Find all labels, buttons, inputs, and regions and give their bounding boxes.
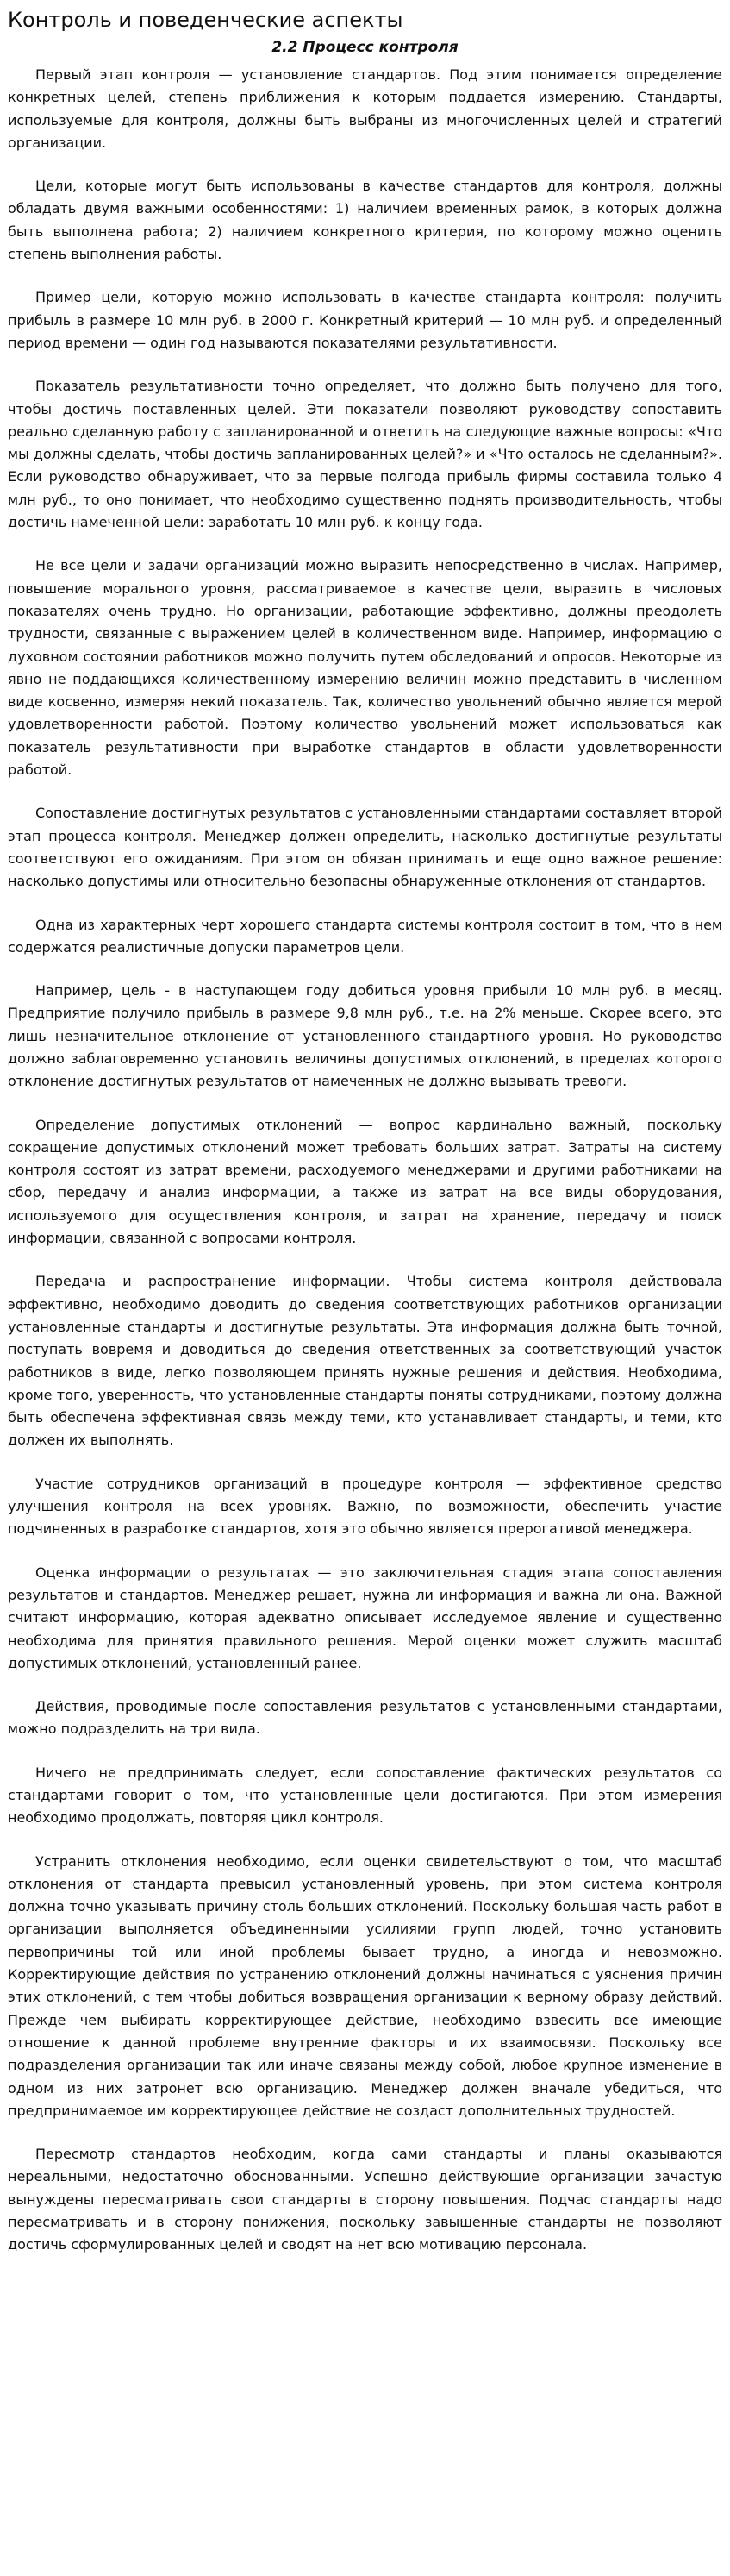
paragraph-standards: Первый этап контроля — установление стандартов. Под этим понимается определение конкретных целей, степень приближения к которым поддается измерению. Стандарты, используемые для контроля, должны быть выбраны из многочисленных целей и стратегий организации.: [8, 66, 722, 151]
paragraph-revise-standards: Пересмотр стандартов необходим, когда сами стандарты и планы оказываются нереальными, недостаточно обоснованными. Успешно действующие организации зачастую вынуждены пересматривать свои стандарты в сторону повышения. Подчас стандарты надо пересматривать и в сторону понижения, поскольку завышенные стандарты не позволяют достичь сформулированных целей и сводят на нет всю мотивацию персонала.: [8, 2146, 722, 2253]
section-heading: 2.2 Процесс контроля: [271, 39, 459, 56]
paragraph-actions-intro: Действия, проводимые после сопоставления результатов с установленными стандартами, можно подразделить на три вида.: [8, 1698, 722, 1738]
paragraph-tolerances: Одна из характерных черт хорошего стандарта системы контроля состоит в том, что в нем содержатся реалистичные допуски параметров цели.: [8, 916, 722, 956]
paragraph-do-nothing: Ничего не предпринимать следует, если сопоставление фактических результатов со стандартами говорит о том, что установленные цели достигаются. При этом измерения необходимо продолжать, повторяя цикл контроля.: [8, 1764, 722, 1827]
paragraph-eliminate-deviations: Устранить отклонения необходимо, если оценки свидетельствуют о том, что масштаб отклонения от стандарта превысил установленный уровень, при этом система контроля должна точно указывать причину столь больших отклонений. Поскольку большая часть работ в организации выполняется объединенными усилиями групп людей, точно установить первопричины той или иной проблемы бывает трудно, а иногда и невозможно. Корректирующие действия по устранению отклонений должны начинаться с уяснения причин этих отклонений, с тем чтобы добиться возвращения организации к верному образу действий. Прежде чем выбирать корректирующее действие, необходимо взвесить все имеющие отношение к данной проблеме внутренние факторы и их взаимосвязи. Поскольку все подразделения организации так или иначе связаны между собой, любое крупное изменение в одном из них затронет всю организацию. Менеджер должен вначале убедиться, что предпринимаемое им корректирующее действие не создаст дополнительных трудностей.: [8, 1852, 722, 2119]
paragraph-non-numeric-goals: Не все цели и задачи организаций можно выразить непосредственно в числах. Например, повышение морального уровня, рассматриваемое в качестве цели, выразить в числовых показателях очень трудно. Но организации, работающие эффективно, должны преодолеть трудности, связанные с выражением целей в количественном виде. Например, информацию о духовном состоянии работников можно получить путем обследований и опросов. Некоторые из явно не поддающихся количественному измерению величин можно представить в численном виде косвенно, измеряя некий показатель. Так, количество увольнений обычно является мерой удовлетворенности работой. Поэтому количество увольнений может использоваться как показатель результативности при выработке стандартов в области удовлетворенности работой.: [8, 557, 722, 779]
paragraph-deviation-limits: Определение допустимых отклонений — вопрос кардинально важный, поскольку сокращение допустимых отклонений может требовать больших затрат. Затраты на систему контроля состоят из затрат времени, расходуемого менеджерами и другими работниками на сбор, передачу и анализ информации, а также из затрат на все виды оборудования, используемого для осуществления контроля, и затрат на хранение, передачу и поиск информации, связанной с вопросами контроля.: [8, 1116, 722, 1247]
paragraph-goal-example: Пример цели, которую можно использовать в качестве стандарта контроля: получить прибыль в размере 10 млн руб. в 2000 г. Конкретный критерий — 10 млн руб. и определенный период времени — один год называются показателями результативности.: [8, 289, 722, 351]
paragraph-performance-indicator: Показатель результативности точно определяет, что должно быть получено для того, чтобы достичь поставленных целей. Эти показатели позволяют руководству сопоставить реально сделанную работу с запланированной и ответить на следующие важные вопросы: «Что мы должны сделать, чтобы достичь запланированных целей?» и «Что осталось не сделанным?». Если руководство обнаруживает, что за первые полгода прибыль фирмы составила только 4 млн руб., то оно понимает, что необходимо существенно поднять производительность, чтобы достичь намеченной цели: заработать 10 млн руб. к концу года.: [8, 378, 722, 531]
page-title: Контроль и поведенческие аспекты: [8, 8, 403, 32]
paragraph-profit-example: Например, цель - в наступающем году добиться уровня прибыли 10 млн руб. в месяц. Предприятие получило прибыль в размере 9,8 млн руб., т.е. на 2% меньше. Скорее всего, это лишь незначительное отклонение от установленного стандартного уровня. Но руководство должно заблаговременно установить величины допустимых отклонений, в пределах которого отклонение достигнутых результатов от намеченных не должно вызывать тревоги.: [8, 982, 722, 1090]
paragraph-comparison-stage: Сопоставление достигнутых результатов с установленными стандартами составляет второй этап процесса контроля. Менеджер должен определить, насколько достигнутые результаты соответствуют его ожиданиям. При этом он обязан принимать и еще одно важное решение: насколько допустимы или относительно безопасны обнаруженные отклонения от стандартов.: [8, 805, 722, 890]
paragraph-result-evaluation: Оценка информации о результатах — это заключительная стадия этапа сопоставления результатов и стандартов. Менеджер решает, нужна ли информация и важна ли она. Важной считают информацию, которая адекватно описывает исследуемое явление и существенно необходима для принятия правильного решения. Мерой оценки может служить масштаб допустимых отклонений, установленный ранее.: [8, 1564, 722, 1671]
paragraph-information-transfer: Передача и распространение информации. Чтобы система контроля действовала эффективно, необходимо доводить до сведения соответствующих работников организации установленные стандарты и достигнутые результаты. Эта информация должна быть точной, поступать вовремя и доводиться до сведения ответственных за соответствующий участок работников в виде, легко позволяющем принять нужные решения и действия. Необходима, кроме того, уверенность, что установленные стандарты поняты сотрудниками, поэтому должна быть обеспечена эффективная связь между теми, кто устанавливает стандарты, и теми, кто должен их выполнять.: [8, 1273, 722, 1449]
paragraph-goal-features: Цели, которые могут быть использованы в качестве стандартов для контроля, должны обладать двумя важными особенностями: 1) наличием временных рамок, в которых должна быть выполнена работа; 2) наличием конкретного критерия, по которому можно оценить степень выполнения работы.: [8, 178, 722, 263]
paragraph-employee-participation: Участие сотрудников организаций в процедуре контроля — эффективное средство улучшения контроля на всех уровнях. Важно, по возможности, обеспечить участие подчиненных в разработке стандартов, хотя это обычно является прерогативой менеджера.: [8, 1475, 722, 1538]
